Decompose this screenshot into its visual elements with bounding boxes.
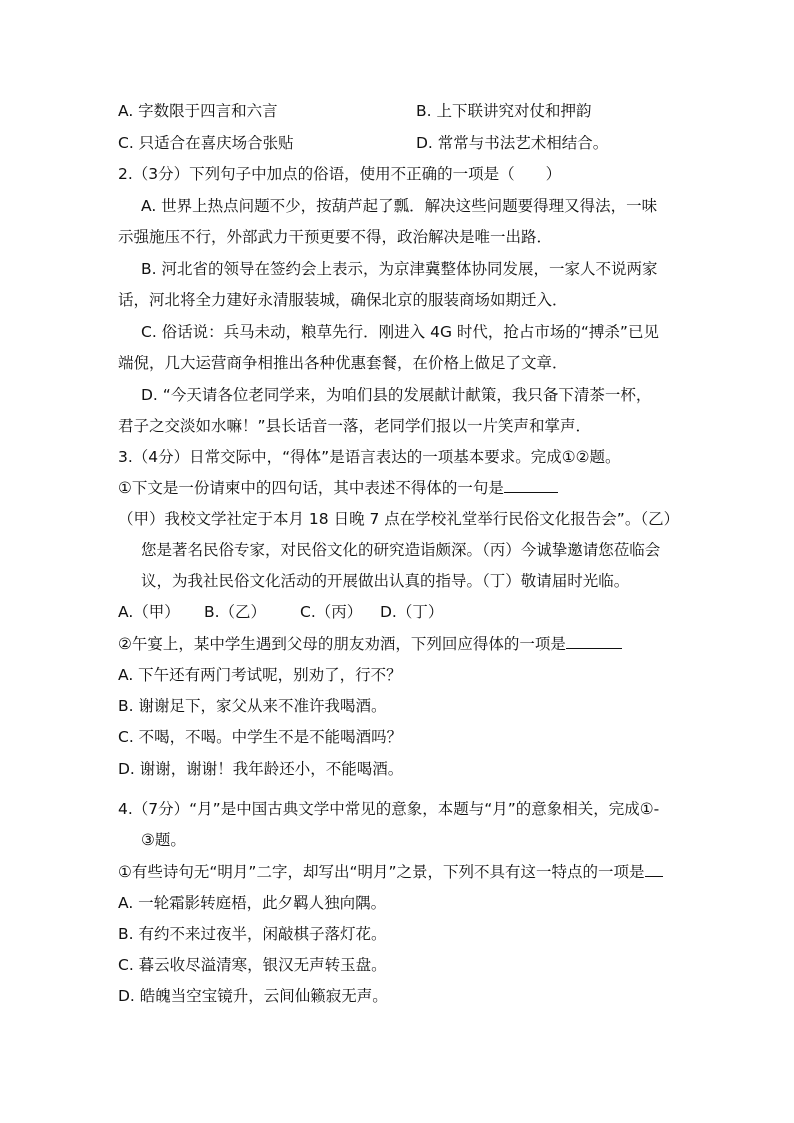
q3-sub2 <box>118 633 622 655</box>
q3-sub2-option-c: C. 不喝，不喝。中学生不是不能喝酒吗？ <box>118 728 403 746</box>
answer-blank[interactable] <box>645 861 663 877</box>
q2-option-c-line2: 端倪，几大运营商争相推出各种优惠套餐，在价格上做足了文章． <box>118 354 568 372</box>
q4-option-a: A. 一轮霜影转庭梧，此夕羁人独向隅。 <box>118 894 387 912</box>
q3-sub2-option-d: D. 谢谢，谢谢！我年龄还小，不能喝酒。 <box>118 760 404 778</box>
q2-option-c-line1: C. 俗话说：兵马未动，粮草先行．刚进入 4G 时代，抢占市场的“搏杀”已见 <box>141 323 659 341</box>
q3-sub2-option-b: B. 谢谢足下，家父从来不准许我喝酒。 <box>118 697 387 715</box>
q3-stem: 3.（4分）日常交际中，“得体”是语言表达的一项基本要求。完成①②题。 <box>118 448 621 466</box>
q4-sub1 <box>118 861 663 883</box>
q2-option-a-line2: 示强施压不行，外部武力干预更要不得，政治解决是唯一出路． <box>118 228 553 246</box>
q4-option-c: C. 暮云收尽溢清寒，银汉无声转玉盘。 <box>118 956 387 974</box>
q2-option-a-line1: A. 世界上热点问题不少，按葫芦起了瓢．解决这些问题要得理又得法，一味 <box>141 197 658 215</box>
answer-blank[interactable] <box>504 477 558 493</box>
q4-sub1-text: ①有些诗句无“明月”二字，却写出“明月”之景，下列不具有这一特点的一项是 <box>118 863 645 881</box>
q3-sub2-option-a: A. 下午还有两门考试呢，别劝了，行不？ <box>118 666 402 684</box>
q3-passage-line1: （甲）我校文学社定于本月 18 日晚 7 点在学校礼堂举行民俗文化报告会”。（乙） <box>118 510 680 528</box>
q2-option-d-line1: D. “今天请各位老同学来，为咱们县的发展献计献策，我只备下清茶一杯， <box>141 386 652 404</box>
q3-option-c: C.（丙） <box>300 603 363 621</box>
q2-option-b-line2: 话，河北将全力建好永清服装城，确保北京的服装商场如期迁入． <box>118 291 568 309</box>
q3-option-d: D.（丁） <box>380 603 444 621</box>
answer-blank[interactable] <box>566 633 622 649</box>
q2-option-d-line2: 君子之交淡如水嘛！”县长话音一落，老同学们报以一片笑声和掌声． <box>118 417 592 435</box>
q2-stem: 2.（3分）下列句子中加点的俗语，使用不正确的一项是（ ） <box>118 165 562 183</box>
q4-option-d: D. 皓魄当空宝镜升，云间仙籁寂无声。 <box>118 987 388 1005</box>
q2-option-b-line1: B. 河北省的领导在签约会上表示，为京津冀整体协同发展，一家人不说两家 <box>141 260 658 278</box>
q1-option-d: D. 常常与书法艺术相结合。 <box>416 134 609 152</box>
q3-option-a: A.（甲） <box>118 603 180 621</box>
q1-option-b: B. 上下联讲究对仗和押韵 <box>416 102 592 120</box>
q3-sub1-text: ①下文是一份请柬中的四句话，其中表述不得体的一句是 <box>118 479 504 497</box>
q1-option-c: C. 只适合在喜庆场合张贴 <box>118 134 294 152</box>
q4-option-b: B. 有约不来过夜半，闲敲棋子落灯花。 <box>118 925 387 943</box>
q4-stem-line1: 4.（7分）“月”是中国古典文学中常见的意象，本题与“月”的意象相关，完成①- <box>118 800 660 818</box>
q3-sub2-text: ②午宴上，某中学生遇到父母的朋友劝酒，下列回应得体的一项是 <box>118 635 566 653</box>
q3-passage-line3: 议，为我社民俗文化活动的开展做出认真的指导。（丁）敬请届时光临。 <box>141 572 630 590</box>
q3-sub1 <box>118 477 558 499</box>
q1-option-a: A. 字数限于四言和六言 <box>118 102 278 120</box>
q3-passage-line2: 您是著名民俗专家，对民俗文化的研究造诣颇深。（丙）今诚挚邀请您莅临会 <box>141 541 661 559</box>
q3-option-b: B.（乙） <box>204 603 267 621</box>
q3-sub1-options <box>118 601 443 623</box>
q4-stem-line2: ③题。 <box>141 831 186 849</box>
